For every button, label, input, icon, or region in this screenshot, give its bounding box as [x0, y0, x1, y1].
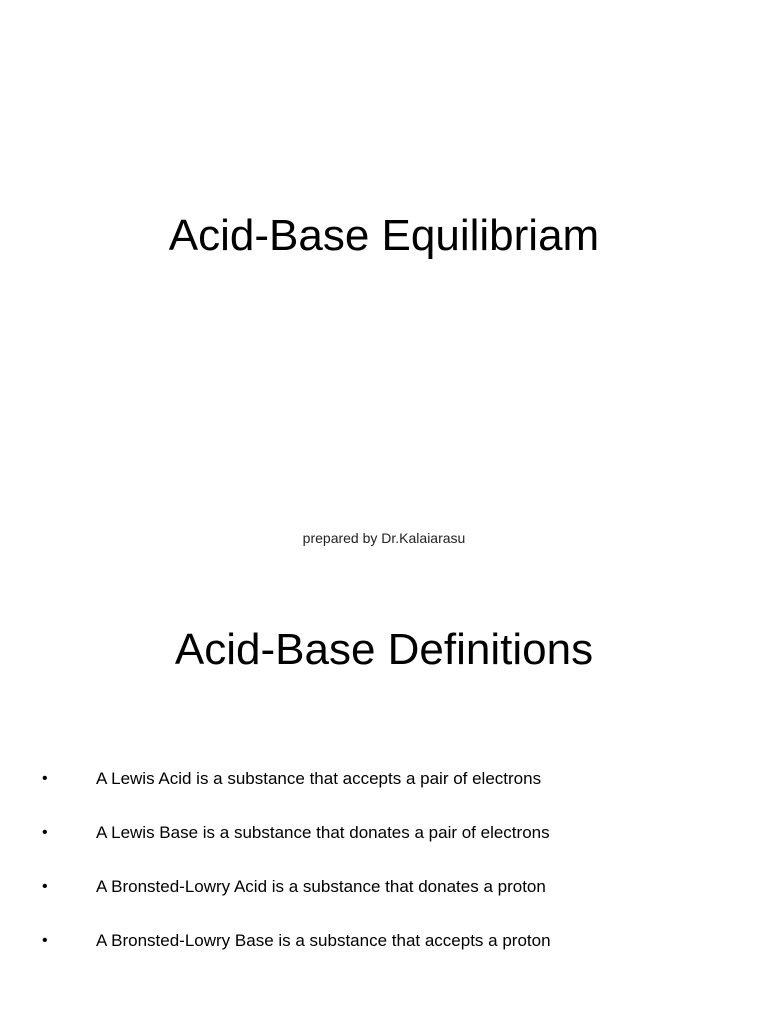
bullet-icon: •: [42, 770, 48, 787]
bullet-icon: •: [42, 824, 48, 841]
list-item: [0, 768, 768, 822]
bronsted-lowry-base-definition: A Bronsted-Lowry Base is a substance that accepts a proton: [96, 931, 551, 950]
definitions-slide: [0, 580, 768, 1024]
bronsted-lowry-acid-definition: A Bronsted-Lowry Acid is a substance that donates a proton: [96, 877, 546, 896]
bullet-icon: •: [42, 878, 48, 895]
author-credit: prepared by Dr.Kalaiarasu: [302, 530, 466, 546]
definitions-title: Acid-Base Definitions: [174, 625, 594, 674]
definitions-list: [0, 768, 768, 984]
lewis-base-definition: A Lewis Base is a substance that donates a pair of electrons: [96, 823, 550, 842]
lewis-acid-definition: A Lewis Acid is a substance that accepts a pair of electrons: [96, 769, 542, 788]
list-item: [0, 876, 768, 930]
list-item: [0, 930, 768, 984]
presentation-title: Acid-Base Equilibriam: [168, 211, 600, 260]
bullet-icon: •: [42, 932, 48, 949]
list-item: [0, 822, 768, 876]
